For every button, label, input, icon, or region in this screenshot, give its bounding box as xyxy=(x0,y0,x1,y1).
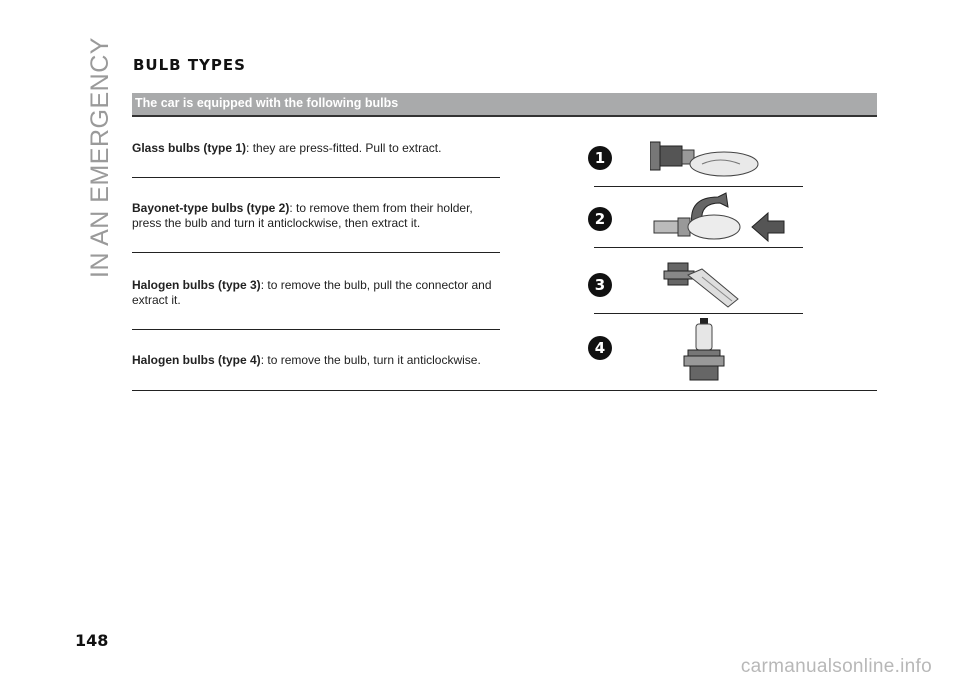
bulb-type-4-text xyxy=(132,353,502,368)
bulb-type-2-desc: : to remove them from their holder, press the bulb and turn it anticlockwise, then extract it. xyxy=(132,201,473,230)
figure-number-badge: 3 xyxy=(588,273,612,297)
bulb-type-1-text xyxy=(132,141,502,156)
figure-row-2 xyxy=(588,191,803,247)
bulb-type-1-title: Glass bulbs (type 1) xyxy=(132,141,247,155)
divider xyxy=(132,329,500,330)
table-header-banner xyxy=(132,93,877,117)
figure-row-1 xyxy=(588,132,803,188)
halogen-h11-bulb-icon xyxy=(676,318,736,382)
divider xyxy=(132,177,500,178)
figure-divider xyxy=(594,186,803,187)
side-tab xyxy=(82,36,118,278)
figure-number-badge: 4 xyxy=(588,336,612,360)
watermark: carmanualsonline.info xyxy=(740,656,932,677)
banner-label: The car is equipped with the following bulbs xyxy=(135,96,399,110)
figure-divider xyxy=(594,247,803,248)
page-number: 148 xyxy=(75,631,109,650)
figure-row-3 xyxy=(588,257,803,313)
section-title: BULB TYPES xyxy=(133,56,246,74)
figure-divider xyxy=(594,313,803,314)
bulb-type-4-desc: : to remove the bulb, turn it anticlockwise. xyxy=(260,353,481,367)
side-tab-label: IN AN EMERGENCY xyxy=(85,36,114,278)
divider xyxy=(132,252,500,253)
bulb-type-3-desc: : to remove the bulb, pull the connector and extract it. xyxy=(132,278,492,307)
figure-number-badge: 2 xyxy=(588,207,612,231)
bulb-type-2-title: Bayonet-type bulbs (type 2) xyxy=(132,201,290,215)
bulb-type-4-title: Halogen bulbs (type 4) xyxy=(132,353,261,367)
halogen-h7-bulb-icon xyxy=(662,257,752,311)
figure-row-4 xyxy=(588,318,803,374)
bulb-type-3-title: Halogen bulbs (type 3) xyxy=(132,278,261,292)
bayonet-bulb-icon xyxy=(648,191,788,245)
bulb-type-1-desc: : they are press-fitted. Pull to extract. xyxy=(246,141,442,155)
figure-number-badge: 1 xyxy=(588,146,612,170)
bulb-type-3-text xyxy=(132,278,502,308)
glass-bulb-icon xyxy=(650,136,770,182)
bulb-type-2-text xyxy=(132,201,502,231)
table-bottom-rule xyxy=(132,390,877,391)
